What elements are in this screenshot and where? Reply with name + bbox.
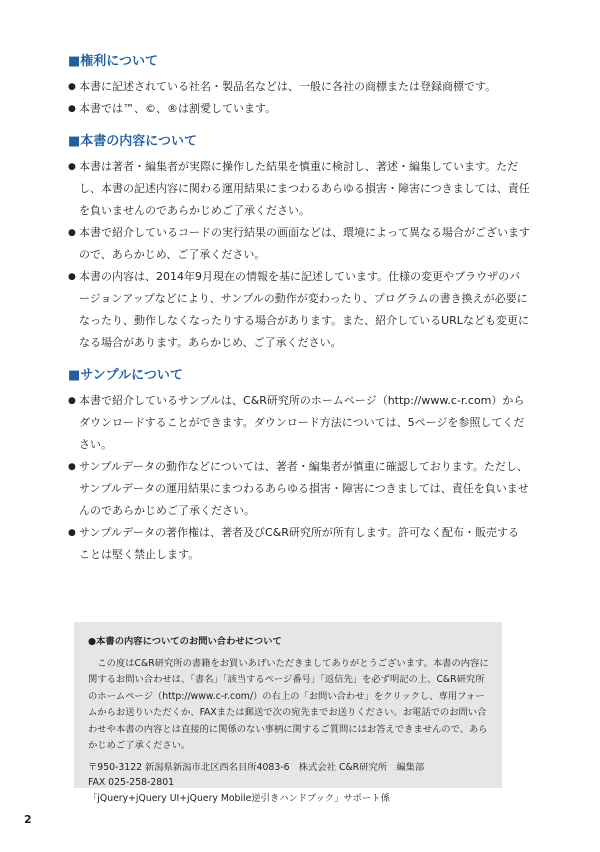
list-item [68,76,530,98]
bullet-icon: ● [68,528,76,538]
bullet-list [68,390,530,566]
bullet-icon: ● [68,272,76,282]
list-item-text: 本書で紹介しているコードの実行結果の画面などは、環境によって異なる場合がございますので、あらかじめ、ご了承ください。 [79,226,530,261]
list-item [68,156,530,222]
list-item-text: サンプルデータの動作などについては、著者・編集者が慎重に確認しております。ただし、サンプルデータの運用結果にまつわるあらゆる損害・障害につきましては、責任を負いませんのであらかじめご了承ください。 [79,460,529,517]
list-item-text: 本書に記述されている社名・製品名などは、一般に各社の商標または登録商標です。 [79,80,497,93]
list-item-text: サンプルデータの著作権は、著者及びC&R研究所が所有します。許可なく配布・販売することは堅く禁止します。 [79,526,520,561]
section-content [68,132,530,354]
bullet-icon: ● [68,104,76,114]
list-item [68,266,530,354]
bullet-icon: ● [68,396,76,406]
notice-address-block [88,760,492,807]
notice-body: この度はC&R研究所の書籍をお買いあげいただきましてありがとうございます。本書の内容に関するお問い合わせは、「書名」「該当するページ番号」「返信先」を必ず明記の上、C&R研究所のホームページ（http://www.c-r.com/）の右上の「お問い合わせ」をクリックし、専用フォームからお送りいただくか、FAXまたは郵送で次の宛先までお送りください。お電話でのお問い合わせや本書の内容とは直接的に関係のない事柄に関するご質問にはお答えできませんので、あらかじめご了承ください。 [88,657,489,751]
bullet-list [68,76,530,120]
list-item-text: 本書は著者・編集者が実際に操作した結果を慎重に検討し、著述・編集しています。ただし、本書の記述内容に関わる運用結果にまつわるあらゆる損害・障害につきましては、責任を負いませんのであらかじめご了承ください。 [79,160,530,217]
fax-number: FAX 025-258-2801 [88,777,175,788]
list-item [68,222,530,266]
section-heading-text: ■サンプルについて [68,368,183,383]
bullet-icon: ● [68,462,76,472]
postal-address: 〒950-3122 新潟県新潟市北区西名目所4083-6 株式会社 C&R研究所 編集部 [88,761,425,773]
list-item [68,98,530,120]
main-content [68,52,530,578]
section-heading [68,132,530,152]
list-item [68,456,530,522]
notice-title: ●本書の内容についてのお問い合わせについて [88,636,282,647]
section-heading [68,366,530,386]
list-item-text: 本書では™、©、®は割愛しています。 [79,102,277,115]
bullet-icon: ● [68,162,76,172]
inquiry-notice-box [74,622,502,804]
section-heading-text: ■権利について [68,54,159,69]
section-samples [68,366,530,566]
section-heading-text: ■本書の内容について [68,134,198,149]
bullet-icon: ● [68,228,76,238]
page-number: 2 [24,813,32,826]
section-heading [68,52,530,72]
support-contact: 「jQuery+jQuery UI+jQuery Mobile逆引きハンドブック」サポート係 [88,792,390,804]
list-item [68,390,530,456]
bullet-list [68,156,530,354]
bullet-icon: ● [68,82,76,92]
list-item-text: 本書の内容は、2014年9月現在の情報を基に記述しています。仕様の変更やブラウザのバージョンアップなどにより、サンプルの動作が変わったり、プログラムの書き換えが必要になったり、動作しなくなったりする場合があります。また、紹介しているURLなども変更になる場合があります。あらかじめ、ご了承ください。 [79,270,529,349]
section-rights [68,52,530,120]
list-item [68,522,530,566]
list-item-text: 本書で紹介しているサンプルは、C&R研究所のホームページ（http://www.c-r.com）からダウンロードすることができます。ダウンロード方法については、5ページを参照してください。 [79,394,525,451]
